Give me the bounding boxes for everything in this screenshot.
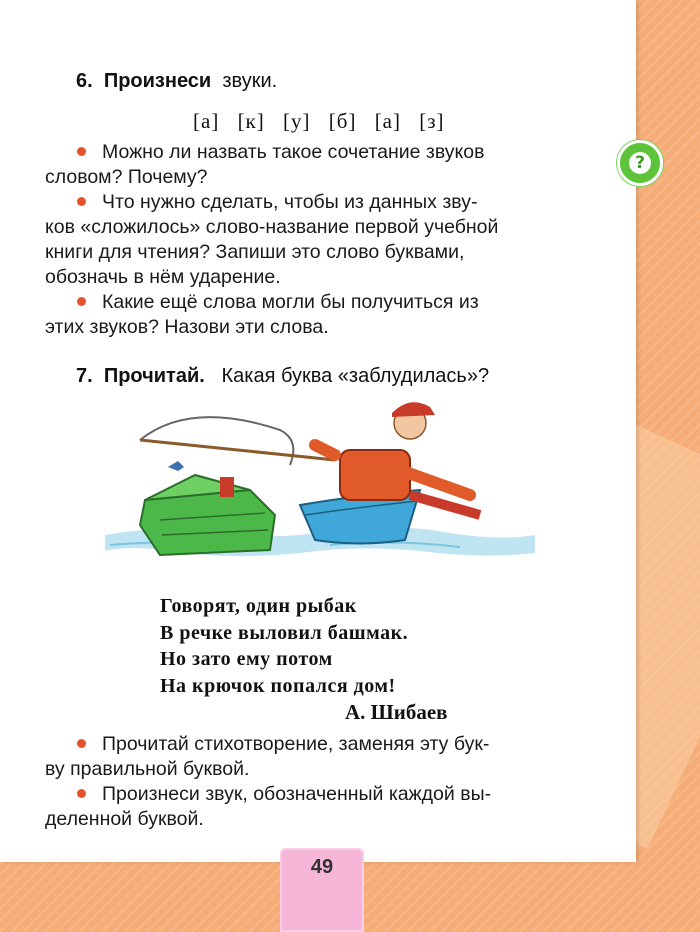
task-6-question-1: Можно ли назвать такое сочетание звуков словом? Почему? [45,141,485,188]
bullet-icon [77,147,86,156]
sound-item: [а] [374,109,401,133]
sound-item: [з] [419,109,445,133]
fishing-rod [140,440,335,460]
house-icon [140,475,275,555]
hint-badge[interactable] [617,140,663,186]
task-7-number: 7. [76,365,93,387]
task-6-rest: звуки. [222,70,278,92]
sounds-list [193,109,457,134]
bird-icon [168,461,184,471]
bullet-icon [77,297,86,306]
page-number-tab [280,848,364,932]
task-6-title [76,70,277,93]
task-6-command: Произнеси [103,70,212,92]
poem [160,593,408,699]
task-6-question-3: Какие ещё слова могли бы получиться из этих звуков? Назови эти слова. [45,291,479,338]
page-number: 49 [310,856,334,878]
poem-line: Говорят, один рыбак [160,595,357,617]
question-mark-icon: ? [629,152,651,174]
poem-line: На крючок попался дом! [160,674,396,697]
task-7-command: Прочитай. [103,365,205,387]
sound-item: [б] [328,109,357,133]
sound-item: [к] [237,109,265,133]
sound-item: [у] [283,109,311,133]
task-7-rest: Какая буква «заблудилась»? [221,365,490,387]
poem-line: Но зато ему потом [160,648,333,670]
poem-line: В речке выловил башмак. [160,621,409,644]
task-6-number: 6. [76,70,93,92]
task-7-question-2: Произнеси звук, обозначенный каждой вы- деленной буквой. [45,783,492,830]
poem-author: А. Шибаев [345,700,448,724]
task-7-title [76,365,489,388]
bullet-icon [77,739,86,748]
sound-item: [а] [193,109,220,133]
task-6-question-2: Что нужно сделать, чтобы из данных зву- ков «сложилось» слово-название первой учебной книги для чтения? Запиши это слово буквами, обозначь в нём ударение. [45,191,499,288]
task-7-question-1: Прочитай стихотворение, заменяя эту бук- ву правильной буквой. [45,733,490,780]
bullet-icon [77,789,86,798]
bullet-icon [77,197,86,206]
fisherman-illustration [100,395,540,570]
